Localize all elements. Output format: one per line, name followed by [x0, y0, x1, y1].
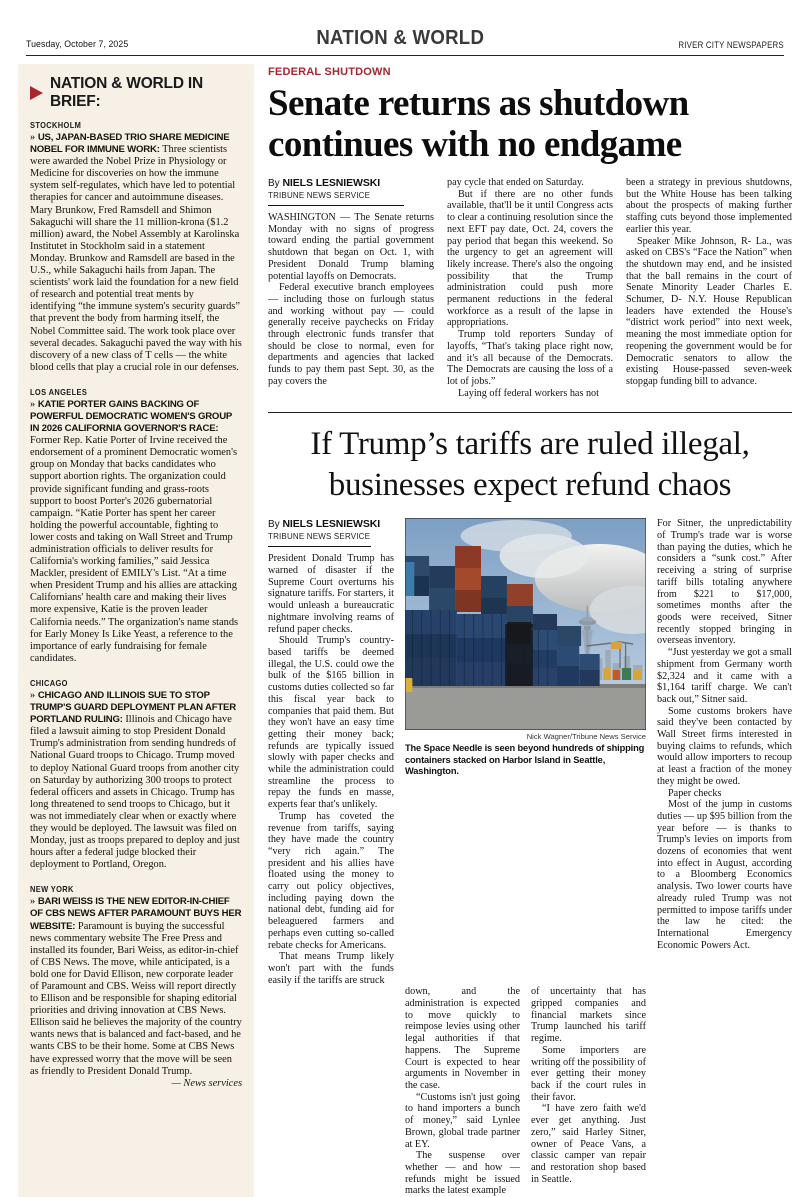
brief-text — [30, 690, 242, 871]
masthead-publisher: RIVER CITY NEWSPAPERS — [678, 40, 784, 50]
article1-body-3 — [626, 177, 792, 388]
brief-credit: — News services — [171, 1077, 242, 1089]
article1-body-2 — [447, 177, 613, 399]
column-gutter — [254, 64, 268, 1197]
brief-lede: BARI WEISS IS THE NEW EDITOR-IN-CHIEF OF CBS NEWS AFTER PARAMOUNT BUYS HER WEBSITE: — [30, 896, 242, 932]
brief-bullet-icon: » — [30, 689, 36, 701]
article2-body-2 — [405, 986, 520, 1197]
page-title: NATION & WORLD — [316, 27, 485, 49]
paragraph: Some importers are writing off the possibility of ever getting their money back if the court rules in their favor. — [531, 1044, 646, 1103]
article2-bottom-row — [268, 986, 792, 1197]
article1-columns — [268, 177, 792, 399]
masthead — [18, 0, 792, 50]
article2-photo-wrap — [405, 518, 646, 777]
paragraph: of uncertainty that has gripped companies and financial markets since Trump launched his tariff regime. — [531, 986, 646, 1045]
paragraph: “I have zero faith we'd ever get anything. Just zero,” said Harley Sitner, owner of Peace Vans, a classic camper van repair and restoration shop based in Seattle. — [531, 1103, 646, 1185]
article2-column-3 — [531, 986, 646, 1197]
article1-byline — [268, 177, 434, 189]
article2-photo-and-mid — [405, 518, 646, 986]
article2-body-4 — [657, 518, 792, 951]
article2-top-row — [268, 518, 792, 986]
brief-text — [30, 399, 242, 665]
article1-column-3 — [626, 177, 792, 399]
paragraph: “Just yesterday we got a small shipment from Germany worth $2,324 and it came with a $1,164 tariff charge. We can't back out,” Sitner said. — [657, 647, 792, 705]
article2-body-3 — [531, 986, 646, 1185]
triangle-icon — [30, 86, 43, 100]
byline-author: NIELS LESNIEWSKI — [282, 177, 381, 189]
brief-lede: KATIE PORTER GAINS BACKING OF POWERFUL DEMOCRATIC WOMEN'S GROUP IN 2026 CALIFORNIA GOVERNOR'S RACE: — [30, 398, 232, 435]
brief-city: LOS ANGELES — [30, 386, 88, 397]
brief-city: NEW YORK — [30, 884, 74, 895]
paragraph: down, and the administration is expected to move quickly to reimpose levies using other legal authorities if that happens. The Supreme Court is expected to hear arguments in November in the case. — [405, 986, 520, 1091]
article2-column-1 — [268, 518, 394, 986]
paragraph: been a strategy in previous shutdowns, but the White House has been talking about the prospects of making further staffing cuts beyond those implemented earlier this year. — [626, 177, 792, 235]
byline-prefix: By — [268, 178, 283, 189]
paragraph: pay cycle that ended on Saturday. — [447, 177, 584, 188]
article2-column-4 — [657, 518, 792, 986]
paragraph: Laying off federal workers has not — [458, 387, 599, 399]
briefs-rail — [18, 64, 254, 1197]
brief-item[interactable] — [30, 884, 242, 1089]
photo-caption: The Space Needle is seen beyond hundreds of shipping containers stacked on Harbor Island in Seattle, Washington. — [405, 743, 645, 777]
brief-city: CHICAGO — [30, 677, 68, 688]
brief-item[interactable] — [30, 120, 242, 374]
byline-divider — [268, 546, 371, 547]
paragraph: Most of the jump in customs duties — up $95 billion from the year before — is thanks to Trump's levies on imports from dozens of economies that went into effect in August, according to a Bloomberg Economics analysis. Two lower courts have already ruled Trump was not permitted to impose tariffs under the law he cited: the International Emergency Economic Powers Act. — [657, 799, 792, 951]
article2-bottom-spacer — [268, 986, 394, 1197]
article1-body-1 — [268, 212, 434, 388]
brief-item[interactable] — [30, 678, 242, 871]
byline-divider — [268, 205, 404, 206]
briefs-heading — [30, 75, 242, 111]
article2-subheading: Paper checks — [668, 787, 722, 799]
article2-byline — [268, 518, 394, 530]
shipping-containers-seattle-photo — [405, 518, 646, 730]
page-body — [18, 64, 792, 1197]
paragraph: Should Trump's country-based tariffs be deemed illegal, the U.S. could owe the bulk of the $165 billion in customs duties collected so far this fiscal year back to companies that paid them. But they won't have an easy time getting their money back; refunds are typically issued slowly with paper checks and while the administration could streamline the process to repay the funds en masse, experts fear that's unlikely. — [268, 635, 394, 811]
article1-column-2 — [447, 177, 613, 399]
byline-prefix: By — [268, 519, 283, 531]
paragraph: WASHINGTON — The Senate returns Monday with no signs of progress toward ending the partial government shutdown that began on Oct. 1, with President Donald Trump blaming potential layoffs on Democrats. — [268, 212, 434, 282]
article2-bottom-inner — [405, 986, 646, 1197]
photo-credit: Nick Wagner/Tribune News Service — [526, 732, 646, 742]
paragraph: The suspense over whether — and how — refunds might be issued marks the latest example — [405, 1150, 520, 1197]
byline-author: NIELS LESNIEWSKI — [282, 518, 381, 531]
article2-byline-source: TRIBUNE NEWS SERVICE — [268, 531, 371, 542]
paragraph: “Customs isn't just going to hand importers a bunch of money,” said Lynlee Brown, global trade partner at EY. — [405, 1091, 520, 1150]
brief-text — [30, 896, 242, 1089]
article-shutdown — [268, 66, 792, 399]
brief-bullet-icon: » — [30, 132, 36, 143]
article-tariffs — [268, 424, 792, 1197]
paragraph: Trump has coveted the revenue from tariffs, saying they have made the country “very rich again.” The president and his allies have floated using the money to carry out policy objectives, including paying down the national debt, funding aid for beleaguered farmers and perhaps even cutting so-called rebate checks for Americans. — [268, 810, 394, 951]
paragraph: That means Trump likely won't part with the funds easily if the tariffs are struck — [268, 951, 394, 986]
main-content — [268, 64, 792, 1197]
brief-lede: CHICAGO AND ILLINOIS SUE TO STOP TRUMP'S GUARD DEPLOYMENT PLAN AFTER PORTLAND RULING: — [30, 689, 236, 726]
brief-body: Three scientists were awarded the Nobel Prize in Physiology or Medicine for discoveries on how the immune system self-regulates, which have led to potential therapies for cancer and autoimmune diseases. Mary Brunkow, Fred Ramsdell and Shimon Sakaguchi will share the 11 million-krona ($1.2 million) award, the Nobel Assembly at Karolinska Institutet in Stockholm said in a statement Monday. Brunkow and Ramsdell are based in the U.S., while Sakaguchi hails from Japan. The scientists' work laid the foundation for a new field of research and potential treat ments by identifying “the immune system's security guards” that prevent the body from harming itself, the Nobel Committee said. The work took place over several decades. Sakaguchi paved the way with his discovery of a new class of T cells — the white blood cells that play a crucial role in our defenses. — [30, 144, 242, 373]
article2-bottom-spacer-right — [657, 986, 792, 1197]
masthead-date: Tuesday, October 7, 2025 — [26, 39, 129, 50]
article1-headline[interactable]: Senate returns as shutdown continues with no endgame — [268, 83, 689, 165]
article2-headline[interactable]: If Trump’s tariffs are ruled illegal, businesses expect refund chaos — [310, 426, 750, 504]
masthead-divider — [26, 55, 784, 56]
paragraph: Some customs brokers have said they've been contacted by Wall Street firms interested in buying claims to refunds, which would allow importers to recoup at least a fraction of the money they might be owed. — [657, 705, 792, 787]
article1-byline-source: TRIBUNE NEWS SERVICE — [268, 190, 371, 200]
paragraph: Trump told reporters Sunday of layoffs, “That's taking place right now, and it's all because of the Democrats. The Democrats are causing the loss of a lot of jobs.” — [447, 329, 613, 387]
paragraph: President Donald Trump has warned of disaster if the Supreme Court overturns his signature tariffs. For starters, it would unleash a bureaucratic nightmare involving reams of refund paper checks. — [268, 553, 394, 635]
article2-bottom-cols — [405, 986, 646, 1197]
article1-kicker[interactable]: FEDERAL SHUTDOWN — [268, 66, 391, 78]
paragraph: But if there are no other funds available, that'll be it until Congress acts to clear a continuing resolution since the next EFT pay date, Oct. 24, covers the pay period that began this weekend. So the urgency to get an agreement will likely increase. There's also the ongoing possibility that the Trump administration could push more permanent reductions in the federal workforce as a result of the lapse in appropriations. — [447, 188, 613, 329]
paragraph: For Sitner, the unpredictability of Trump's trade war is worse than paying the duties, which he considers a “sunk cost.” After receiving a string of surprise tariff bills totaling anywhere from $221 to $17,000, sometimes months after the goods were received, Sitner recently stopped bringing in overseas inventory. — [657, 518, 792, 647]
brief-body: Former Rep. Katie Porter of Irvine received the endorsement of a prominent Democratic women's group on Monday that backs candidates who support abortion rights. The organization could provide significant funding and grass-roots support to boost Porter's 2026 gubernatorial campaign. “Katie Porter has spent her career holding the powerful accountable, fighting to lower costs and taking on Wall Street and Trump administration officials to deliver results for California's working families,” said Jessica Mackler, president of EMILY's List. “At a time when President Trump and his allies are attacking Californians' health care and making their lives more expensive, Katie is the proven leader California needs.” The organization's name stands for Early Money Is Like Yeast, a reference to the importance of early fundraising for female candidates. — [30, 435, 239, 664]
brief-bullet-icon: » — [30, 896, 36, 908]
brief-body: Illinois and Chicago have filed a lawsuit aiming to stop President Donald Trump's administration from sending hundreds of National Guard troops to Chicago. Trump moved to deploy National Guard troops from another city on Saturday by authorizing 300 troops to protect federal officers and assets in Chicago. Trump has long threatened to send troops to Chicago, but it was not immediately clear when or exactly where they would be deployed. The lawsuit was filed on Monday, just as troops prepared to deploy and just hours after a federal judge blocked their deployment to Portland, Oregon. — [30, 714, 240, 871]
paragraph: Speaker Mike Johnson, R- La., was asked on CBS's “Face the Nation” when the shutdown may end, and he insisted that the ball remains in the court of Senate Minority Leader Charles E. Schumer, D- N.Y. House Republican leaders have extended the House's “district work period” into next week, meaning the most immediate option for reopening the government would be for Democratic senators to allow the existing House-passed seven-week stopgap funding bill to advance. — [626, 235, 792, 387]
article2-body-1 — [268, 553, 394, 986]
brief-item[interactable] — [30, 387, 242, 665]
article2-column-2 — [405, 986, 520, 1197]
brief-lede: US, JAPAN-BASED TRIO SHARE MEDICINE NOBEL FOR IMMUNE WORK: — [30, 132, 230, 156]
brief-bullet-icon: » — [30, 398, 36, 410]
article-divider — [268, 412, 792, 413]
brief-body: Paramount is buying the successful news commentary website The Free Press and installed its founder, Bari Weiss, as editor-in-chief of CBS News. The move, while anticipated, is a bold one for David Ellison, new corporate leader of Paramount and CBS. Weiss will report directly to Ellison and be responsible for shaping editorial priorities and driving innovation at CBS News. Ellison said he believes the majority of the country wants news that is balanced and fact-based, and he wants CBS to be their home. Some at CBS News have expressed worry that the move will be seen as friendly to President Donald Trump. — [30, 920, 242, 1077]
brief-text — [30, 132, 242, 374]
brief-city: STOCKHOLM — [30, 120, 82, 130]
paragraph: Federal executive branch employees — including those on furlough status and working without pay — could generally receive paychecks on Friday through electronic funds transfer that should be close to normal, even for departments and agencies that lacked funds to pay them past Sept. 30, as the pay covers the — [268, 282, 434, 387]
briefs-heading-label: NATION & WORLD IN BRIEF: — [50, 75, 204, 110]
article1-column-1 — [268, 177, 434, 399]
